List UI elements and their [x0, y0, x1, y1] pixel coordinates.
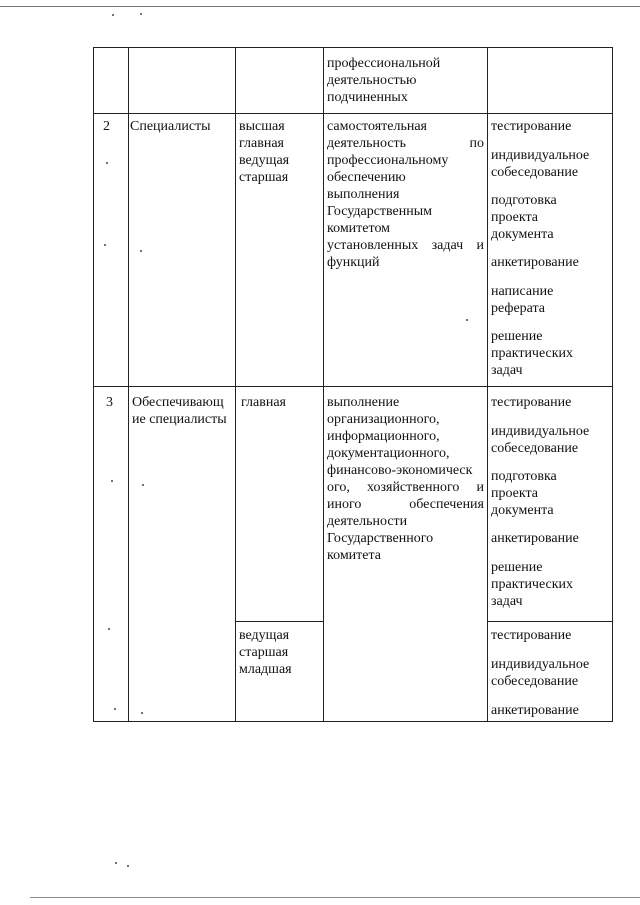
- function-line: установленных задач и: [327, 238, 484, 253]
- function-line: деятельность по: [327, 136, 484, 151]
- method-line: индивидуальное: [491, 148, 590, 163]
- method-line: тестирование: [491, 628, 572, 643]
- scan-speck: [114, 708, 116, 710]
- scan-speck: [466, 319, 468, 321]
- row3-group-a: [241, 394, 286, 411]
- table-bottom-border: [93, 721, 612, 722]
- group-item: ведущая: [239, 628, 290, 643]
- method-item: [491, 627, 609, 644]
- function-line: организационного,: [327, 412, 440, 427]
- method-line: документа: [491, 503, 554, 518]
- scan-bottom-edge: [30, 897, 640, 898]
- method-line: подготовка: [491, 469, 557, 484]
- row2-number: 2: [103, 119, 110, 134]
- method-line: анкетирование: [491, 255, 579, 270]
- scan-speck: [140, 250, 142, 252]
- function-line: обеспечению: [327, 170, 406, 185]
- scan-speck: [115, 862, 117, 864]
- row2-function: [327, 118, 484, 271]
- row3-methods-b: [491, 627, 609, 719]
- scan-speck: [104, 244, 106, 246]
- scan-speck: [112, 14, 114, 16]
- function-line: функций: [327, 255, 380, 270]
- method-line: решение: [491, 329, 543, 344]
- method-line: задач: [491, 363, 523, 378]
- category-line: Обеспечивающ: [132, 395, 224, 410]
- function-line: деятельности: [327, 514, 408, 529]
- table-top-border: [93, 47, 612, 48]
- row3-group-b: [239, 627, 292, 678]
- group-item: главная: [241, 395, 286, 410]
- subrow-divider-group: [236, 621, 323, 622]
- method-line: решение: [491, 560, 543, 575]
- function-line: Государственного: [327, 531, 434, 546]
- category-line: ие специалисты: [132, 412, 227, 427]
- method-item: [491, 656, 609, 690]
- method-line: собеседование: [491, 441, 579, 456]
- method-line: собеседование: [491, 674, 579, 689]
- row-divider-2: [93, 386, 612, 387]
- col-border-4: [487, 47, 488, 722]
- method-line: реферата: [491, 301, 546, 316]
- method-line: практических: [491, 346, 574, 361]
- col-border-left: [93, 47, 94, 722]
- method-line: собеседование: [491, 165, 579, 180]
- method-line: индивидуальное: [491, 424, 590, 439]
- group-item: главная: [239, 136, 284, 151]
- function-line: подчиненных: [327, 90, 408, 105]
- scan-speck: [127, 865, 129, 867]
- continued-function-cell: [327, 55, 483, 106]
- scan-speck: [106, 162, 108, 164]
- method-item: [491, 192, 609, 243]
- method-line: анкетирование: [491, 703, 579, 718]
- scan-speck: [108, 628, 110, 630]
- group-item: старшая: [239, 170, 289, 185]
- subrow-divider-methods: [487, 621, 612, 622]
- method-item: [491, 394, 609, 411]
- row2-groups: [239, 118, 289, 186]
- function-line: профессиональному: [327, 153, 449, 168]
- function-line: профессиональной: [327, 56, 441, 71]
- function-line: документационного,: [327, 446, 450, 461]
- col-border-right: [612, 47, 613, 722]
- col-border-3: [323, 47, 324, 722]
- scan-speck: [111, 480, 113, 482]
- method-line: подготовка: [491, 193, 557, 208]
- method-item: [491, 254, 609, 271]
- method-line: проекта: [491, 210, 538, 225]
- method-item: [491, 423, 609, 457]
- method-item: [491, 559, 609, 610]
- method-item: [491, 147, 609, 181]
- method-line: документа: [491, 227, 554, 242]
- group-item: старшая: [239, 645, 289, 660]
- row3-function: [327, 394, 484, 564]
- method-line: написание: [491, 284, 554, 299]
- function-line: выполнения: [327, 187, 400, 202]
- method-line: задач: [491, 594, 523, 609]
- function-line: деятельностью: [327, 73, 417, 88]
- row3-number: 3: [106, 395, 113, 410]
- function-line: иного обеспечения: [327, 497, 484, 512]
- method-item: [491, 530, 609, 547]
- col-border-1: [128, 47, 129, 722]
- row-divider-1: [93, 113, 612, 114]
- row2-category: Специалисты: [130, 119, 211, 134]
- method-item: [491, 702, 609, 719]
- col-border-2: [235, 47, 236, 722]
- scan-speck: [140, 13, 142, 15]
- method-line: практических: [491, 577, 574, 592]
- function-line: комитета: [327, 548, 382, 563]
- method-item: [491, 468, 609, 519]
- method-item: [491, 118, 609, 135]
- group-item: ведущая: [239, 153, 290, 168]
- group-item: младшая: [239, 662, 292, 677]
- row2-methods: [491, 118, 609, 379]
- method-line: индивидуальное: [491, 657, 590, 672]
- scan-speck: [141, 712, 143, 714]
- function-line: ого, хозяйственного и: [327, 480, 484, 495]
- row3-methods-a: [491, 394, 609, 610]
- function-line: самостоятельная: [327, 119, 427, 134]
- method-line: анкетирование: [491, 531, 579, 546]
- function-line: выполнение: [327, 395, 400, 410]
- method-line: проекта: [491, 486, 538, 501]
- method-item: [491, 328, 609, 379]
- function-line: информационного,: [327, 429, 440, 444]
- row3-category: [132, 394, 227, 428]
- function-line: комитетом: [327, 221, 391, 236]
- function-line: Государственным: [327, 204, 433, 219]
- group-item: высшая: [239, 119, 285, 134]
- method-line: тестирование: [491, 395, 572, 410]
- method-item: [491, 283, 609, 317]
- scan-top-edge: [0, 6, 640, 7]
- function-line: финансово-экономическ: [327, 463, 473, 478]
- scan-speck: [142, 484, 144, 486]
- method-line: тестирование: [491, 119, 572, 134]
